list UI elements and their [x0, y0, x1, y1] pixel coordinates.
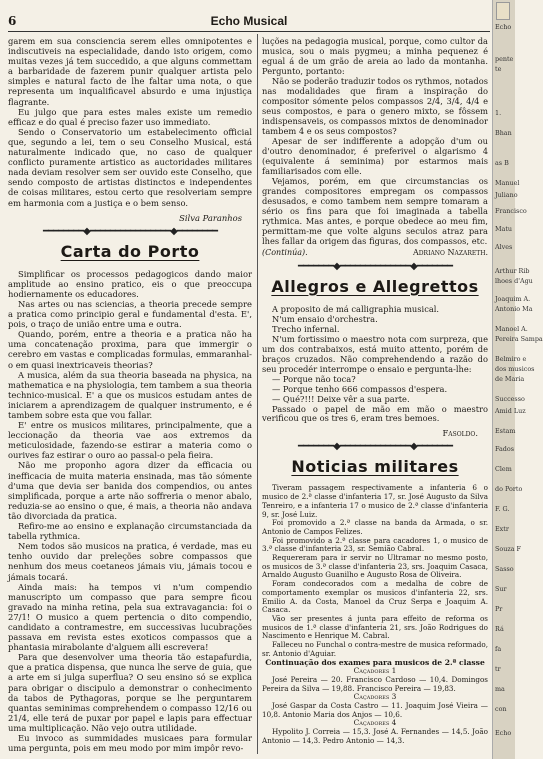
column-separator [257, 34, 258, 754]
adjacent-text: Arthur Rib [495, 267, 530, 275]
paragraph: — Porque não toca? [272, 373, 356, 384]
exam-results: José Gaspar da Costa Castro — 11. Joaquim José Vieira — 10,8. Antonio Maria dos Anjos — 10,6. [262, 701, 488, 719]
ornamental-divider: ━━━━━━━◆━━━━━━━━━━━━━━◆━━━━━━━ [298, 260, 452, 272]
author-signature: Adriano Nazareth. [412, 247, 488, 257]
adjacent-text: Juliano [495, 191, 518, 199]
exam-unit: Caçadores 3 [353, 692, 397, 702]
paragraph: N'um ensaio d'orchestra. [272, 313, 378, 324]
adjacent-text: Sasso [495, 565, 514, 573]
adjacent-text: Joaquim A. [495, 295, 531, 303]
news-item: Requereram para ir servir no Ultramar no mesmo posto, os musicos de 3.ª classe d'infanteria 23, srs. Joaquim Casaca, Arnaldo Augusto Guanilho e Augusto Rosa de Oliveira. [262, 553, 488, 580]
continued-row [262, 248, 488, 258]
paragraph: Eu julgo que para estes males existe um remedio efficaz e do qual é preciso fazer uso immediato. [8, 106, 252, 127]
paragraph: Apesar de ser indifferente a adopção d'um ou d'outro denominador, é preferivel o algarismo 4 (equivalente á seminima) por estarmos mais familiarisados com elle. [262, 135, 488, 176]
paragraph: Ainda mais: ha tempos vi n'um compendio manuscripto um compasso que para sempre ficou gravado na minha retina, pela sua extravagancia: foi o 27/1! O musico a quem pertencia o dito compendio, candidato a contramestre, em successivas lucubrações passava em revista estes exoticos compassos que a phantasia mirabolante d'alguem alli escrevera! [8, 581, 252, 653]
paragraph: garem em sua consciencia serem elles omnipotentes e indiscutiveis na especialidade, dando isto origem, como muitas vezes já tem succedido, a que alguns commettam a barbaridade de fazerem punir qualquer artista pelo simples e natural facto de lhe faltar uma nota, o que representa um inqualificavel absurdo e uma injustiça flagrante. [8, 36, 252, 107]
paragraph: Não se poderão traduzir todos os rythmos, notados nas modalidades que firam a inspiração do compositor sómente pelos compassos 2/4, 3/4, 4/4 e seus compostos, e para o genero mixto, se fôssem indispensaveis, os compassos mixtos de denominador tambem 4 e os seus compostos? [262, 75, 488, 136]
adjacent-text: Successo [495, 395, 525, 403]
ornamental-divider: ━━━━━━━◆━━━━━━━━━━━━━━◆━━━━━━━ [298, 441, 452, 453]
adjacent-text: Estam [495, 427, 516, 435]
adjacent-text: as B [495, 159, 509, 167]
page-number: 6 [8, 14, 17, 28]
news-item: Tiveram passagem respectivamente a infanteria 6 o musico de 2.ª classe d'infanteria 17, sr. José Augusto da Silva Tenreiro, e a infanteria 17 o musico de 2.ª classe d'infanteria 9, sr. José Luiz. [262, 483, 488, 519]
paragraph: Passado o papel de mão em mão o maestro verificou que os tres 6, eram tres bemoes. [262, 403, 488, 424]
adjacent-text: ma [495, 685, 505, 693]
paragraph: Vejamos, porém, em que circumstancias os grandes compositores empregam os compassos desusados, e como tambem nem sempre tomaram a sério os fins para que foi imaginada a tabella rythmica. Mas antes, e porque obedece ao meu fim, permittam-me que volte alguns seculos atraz para lhes fallar da origem das figuras, dos compassos, etc. [262, 175, 488, 246]
paragraph: Não me proponho agora dizer da efficacia ou inefficacia de muita materia ensinada, mas tão sómente d'uma que devia ser banida dos compendios, ou antes simplificada, porque a arte não soffreria o menor abalo, reduzia-se ao ensino o que, é mais, a theoria não andava tão divorciada da pratica. [8, 460, 252, 521]
adjacent-text: dos musicos [495, 365, 535, 373]
news-item: Falleceu no Funchal o contra-mestre de musica reformado, sr. Antonio d'Aguiar. [262, 640, 488, 658]
adjacent-text: Manuel [495, 179, 520, 187]
exam-unit: Caçadores 4 [353, 718, 397, 728]
adjacent-text: Alves [495, 243, 513, 251]
paragraph: A proposito de má calligraphia musical. [272, 303, 440, 314]
continued-label: (Continúa). [262, 247, 308, 257]
page-tab [496, 2, 510, 20]
section-title-noticias-militares: Noticias militares [291, 457, 459, 477]
adjacent-text: Belmiro e [495, 355, 527, 363]
adjacent-text: Echo [495, 729, 512, 737]
news-item: Foi promovido a 2.ª classe na banda da Armada, o sr. Antonio de Campos Felizes. [262, 518, 488, 536]
adjacent-text: pente [495, 55, 514, 63]
adjacent-text: lhoes d'Agu [495, 277, 533, 285]
paragraph: E' entre os musicos militares, principalmente, que a leccionação da theoria vae aos extremos da meticulosidade, fazendo-se estirar a materia como o ourives faz estirar o ouro ao passal-o pela fieira. [8, 420, 252, 461]
adjacent-text: Clem [495, 465, 512, 473]
paragraph: luções na pedagogia musical, porque, como cultor da musica, sou o mais pygmeu; a minha pequenez é egual á de um grão de areia ao lado da montanha. Pergunto, portanto: [262, 36, 488, 76]
adjacent-text: F. G. [495, 505, 510, 513]
adjacent-text: Antonio Ma [495, 305, 533, 313]
exam-unit: Caçadores 1 [353, 666, 397, 676]
right-column [262, 36, 488, 746]
paragraph: Trecho infernal. [272, 323, 340, 334]
paragraph: Nem todos são musicos na pratica, é verdade, mas eu tenho ouvido dar preleções sobre compassos que nenhum dos meus coetaneos jámais viu, jámais tocou e jámais tocará. [8, 541, 252, 582]
exams-heading: Continuação dos exames para musicos de 2.ª classe [265, 657, 485, 667]
author-signature: Silva Paranhos [179, 212, 242, 223]
exam-results: José Pereira — 20. Francisco Cardoso — 10,4. Domingos Pereira da Silva — 19,88. Francisco Pereira — 19,83. [262, 674, 488, 693]
adjacent-text: te [495, 65, 502, 73]
adjacent-text: tr [495, 665, 501, 673]
adjacent-text: Sur [495, 585, 507, 593]
adjacent-text: Souza F [495, 545, 521, 553]
adjacent-text: Bhan [495, 129, 512, 137]
section-title-allegros: Allegros e Allegrettos [271, 276, 479, 296]
news-item: Foram condecorados com a medalha de cobre de comportamento exemplar os musicos d'infanteria 22, srs. Emilio A. da Costa, Manoel da Cruz Serpa e Joaquim A. Casaca. [262, 579, 488, 615]
author-signature: Fasoldo. [442, 428, 478, 439]
paragraph: Refiro-me ao ensino e explanação circumstanciada da tabella rythmica. [8, 521, 252, 542]
adjacent-text: Rá [495, 625, 504, 633]
paragraph: A musica, além da sua theoria baseada na physica, na mathematica e na physiologia, tem tambem a sua theoria technico-musical. E' a que os musicos estudam antes de iniciarem a aprendizagem de qualquer instrumento, e é tambem sobre esta que vou fallar. [8, 369, 252, 420]
adjacent-text: Echo [495, 23, 512, 31]
adjacent-text: do Porto [495, 485, 523, 493]
paragraph: — Porque tenho 666 compassos d'espera. [272, 383, 448, 394]
paragraph: Simplificar os processos pedagogicos dando maior amplitude ao ensino pratico, eis o que preoccupa hodiernamente os educadores. [8, 268, 252, 299]
section-title-carta-do-porto: Carta do Porto [60, 241, 200, 261]
paragraph: Sendo o Conservatorio um estabelecimento official que, segundo a lei, tem o seu Conselho Musical, está naturalmente indicado que, no caso de qualquer conflicto puramente artistico as auctoridades militares nada deviam resolver sem ser ouvido este Conselho, que sendo composto de artistas distinctos e independentes de coisas militares, estou certo que resolveriam sempre em harmonia com a justiça e o bem senso. [8, 126, 252, 208]
adjacent-text: Manoel A. [495, 325, 528, 333]
journal-title: Echo Musical [210, 14, 288, 28]
paragraph: — Qué?!!! Deixe vêr a sua parte. [272, 393, 410, 404]
header-rule [8, 31, 490, 32]
adjacent-text: Matu [495, 225, 513, 233]
adjacent-page-edge [492, 0, 543, 759]
adjacent-text: Francisco [495, 207, 527, 215]
paragraph: Para que desenvolver uma theoria tão estapafurdia, que a pratica dispensa, que nunca lhe serve de guia, que a arte em si julga superflua? O seu ensino só se explica para obrigar o discipulo a demonstrar o conhecimento da tabos de Pythagoras, porque se lhe perguntarem quantas seminimas comprehendem o compasso 12/16 ou 21/4, elle terá de puxar por papel e lapis para effectuar uma multiplicação. Não vejo outra utilidade. [8, 652, 252, 733]
adjacent-text: 1. [495, 109, 502, 117]
exam-results: Hypolito J. Correia — 15,3. José A. Fernandes — 14,5. João Antonio — 14,3. Pedro Antonio — 14,3. [262, 727, 488, 745]
page-header [8, 14, 490, 28]
paragraph: Quando, porém, entre a theoria e a pratica não ha uma concatenação proxima, para que immergir o cerebro em vastas e complicadas formulas, emmaranhal-o em quasi inextricaveis theorias? [8, 329, 252, 370]
adjacent-text: fa [495, 645, 502, 653]
adjacent-text: Pereira Sampa [495, 335, 543, 343]
adjacent-text: Extr [495, 525, 509, 533]
paragraph: Eu invoco as summidades musicaes para formular uma pergunta, pois em meu modo por mim impôr revo- [8, 733, 252, 754]
left-column [8, 36, 252, 753]
news-item: Foi promovido a 2.ª classe para cacadores 1, o musico de 3.ª classe d'infanteria 23, sr. Semião Cabral. [262, 535, 488, 554]
adjacent-text: de Maria [495, 375, 525, 383]
paragraph: N'um fortissimo o maestro nota com surpreza, que um dos contrabaixos, está muito attento, porém de braços cruzados. Não comprehendendo a razão do seu procedér interrompe o ensaio e pergunta-lhe: [262, 333, 488, 374]
news-item: Vão ser presentes á junta para effeito de reforma os musicos de 1.ª classe d'infanteria 21, srs. João Rodrigues do Nascimento e Henrique M. Cabral. [262, 614, 488, 641]
paragraph: Nas artes ou nas sciencias, a theoria precede sempre a pratica como principio geral e fundamental d'esta. E', pois, o traço de união entre uma e outra. [8, 298, 252, 330]
ornamental-divider: ━━━━━━━━◆━━━━━━━━━━━━━━━━◆━━━━━━━━ [42, 225, 218, 237]
adjacent-text: Fados [495, 445, 515, 453]
adjacent-text: Pr [495, 605, 503, 613]
military-news [262, 484, 488, 745]
adjacent-text: Amid Luz [495, 407, 526, 415]
adjacent-text: con [495, 705, 507, 713]
